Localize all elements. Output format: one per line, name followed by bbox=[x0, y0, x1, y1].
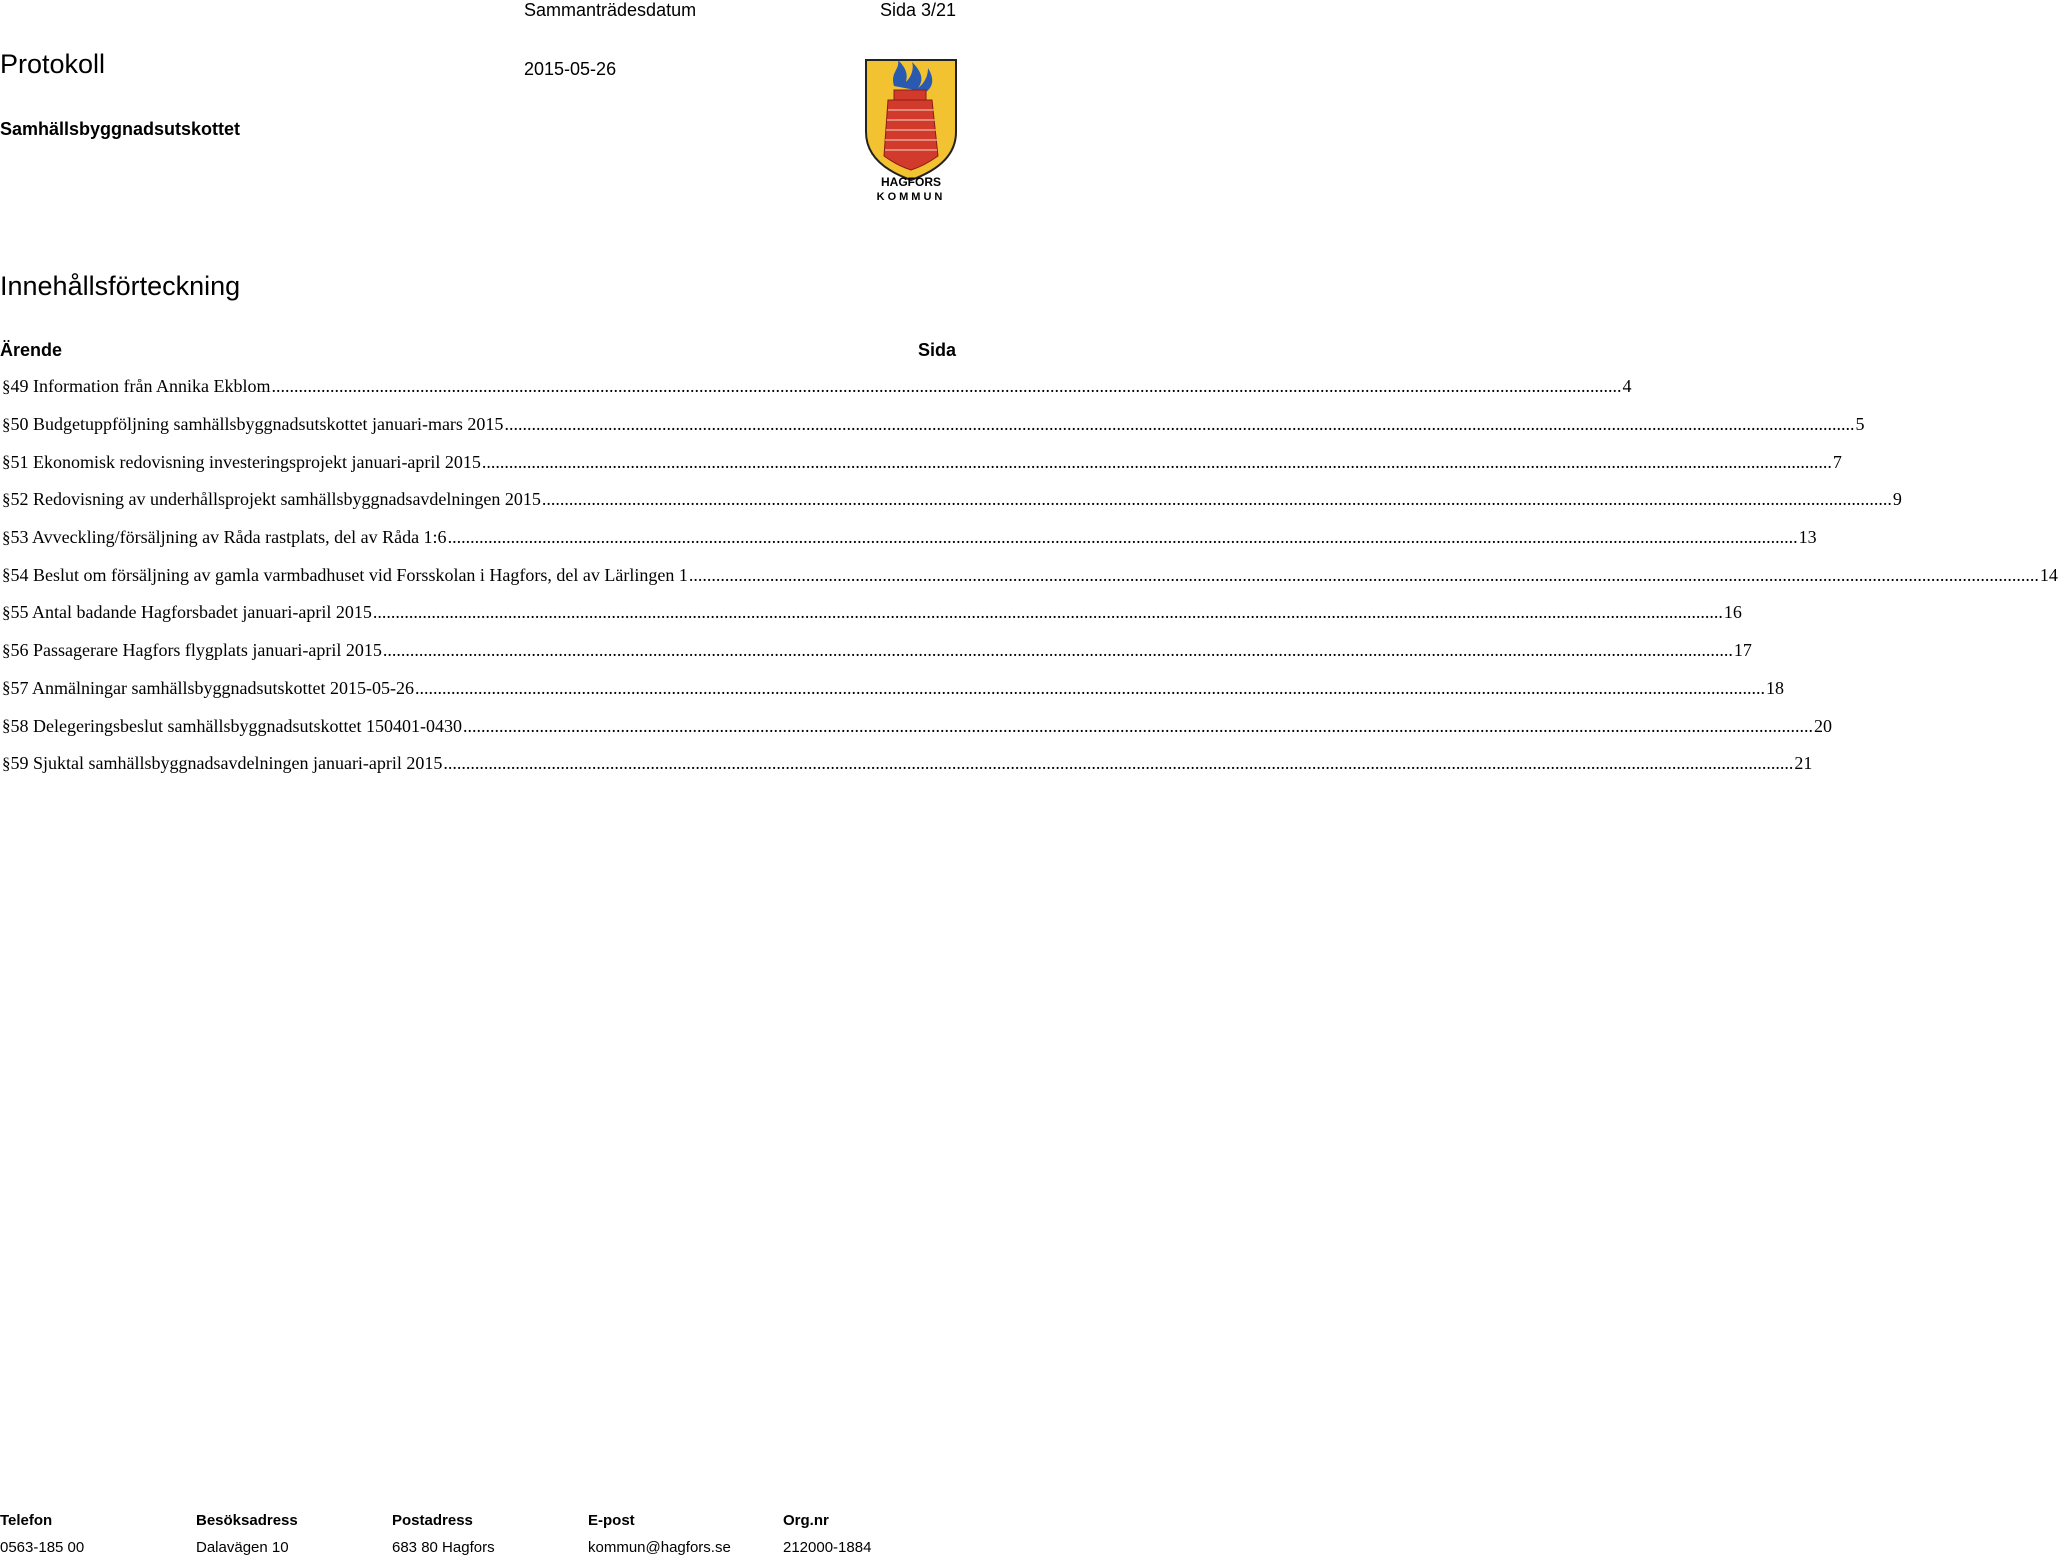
toc-item-58[interactable] bbox=[0, 707, 1832, 745]
toc-column-headers bbox=[0, 340, 956, 364]
section-symbol: § bbox=[2, 527, 11, 547]
toc-item-title: 54 Beslut om försäljning av gamla varmbadhuset vid Forsskolan i Hagfors, del av Lärlingen 1 bbox=[10, 564, 688, 585]
toc-item-page: 21 bbox=[1794, 753, 1813, 774]
section-symbol: § bbox=[2, 376, 11, 396]
dot-leader: ............................................................................................................................................................................................................................................................................................................ bbox=[447, 527, 1798, 548]
dot-leader: ............................................................................................................................................................................................................................................................................................................ bbox=[688, 564, 2039, 585]
section-symbol: § bbox=[2, 489, 11, 509]
toc-item-49[interactable] bbox=[0, 368, 1632, 406]
dot-leader: ............................................................................................................................................................................................................................................................................................................ bbox=[462, 715, 1813, 736]
footer-post-address: 683 80 Hagfors bbox=[392, 1539, 495, 1556]
toc-item-title: 55 Antal badande Hagforsbadet januari-april 2015 bbox=[10, 602, 372, 623]
dot-leader: ............................................................................................................................................................................................................................................................................................................ bbox=[481, 451, 1832, 472]
footer-org-number: 212000-1884 bbox=[783, 1539, 872, 1556]
section-symbol: § bbox=[2, 565, 11, 585]
toc-item-page: 16 bbox=[1723, 602, 1742, 623]
logo-text-hagfors: HAGFORS bbox=[881, 175, 941, 189]
toc-item-59[interactable] bbox=[0, 745, 1813, 783]
dot-leader: ............................................................................................................................................................................................................................................................................................................ bbox=[372, 602, 1723, 623]
logo-text-kommun: KOMMUN bbox=[876, 191, 946, 203]
page-footer bbox=[0, 1512, 960, 1561]
meeting-date: 2015-05-26 bbox=[524, 59, 617, 79]
footer-visit-label: Besöksadress bbox=[196, 1512, 298, 1529]
coat-of-arms-icon bbox=[864, 58, 958, 204]
toc-item-title: 52 Redovisning av underhållsprojekt samhällsbyggnadsavdelningen 2015 bbox=[10, 489, 541, 510]
page-number: Sida 3/21 bbox=[879, 0, 956, 20]
section-symbol: § bbox=[2, 640, 11, 660]
toc-item-51[interactable] bbox=[0, 443, 1842, 481]
section-symbol: § bbox=[2, 753, 11, 773]
toc-item-page: 9 bbox=[1892, 489, 1902, 510]
toc-item-title: 49 Information från Annika Ekblom bbox=[10, 376, 271, 397]
toc-item-title: 51 Ekonomisk redovisning investeringsprojekt januari-april 2015 bbox=[10, 451, 481, 472]
toc-item-page: 18 bbox=[1765, 677, 1784, 698]
toc-item-page: 17 bbox=[1733, 640, 1752, 661]
toc-item-title: 57 Anmälningar samhällsbyggnadsutskottet 2015-05-26 bbox=[10, 677, 414, 698]
toc-item-page: 7 bbox=[1832, 451, 1842, 472]
dot-leader: ............................................................................................................................................................................................................................................................................................................ bbox=[504, 414, 1855, 435]
document-title: Protokoll bbox=[0, 49, 106, 79]
toc-list bbox=[0, 368, 2058, 783]
toc-item-page: 20 bbox=[1813, 715, 1832, 736]
footer-phone-label: Telefon bbox=[0, 1512, 53, 1529]
toc-item-52[interactable] bbox=[0, 481, 1902, 519]
toc-item-page: 4 bbox=[1622, 376, 1632, 397]
section-symbol: § bbox=[2, 452, 11, 472]
toc-item-title: 53 Avveckling/försäljning av Råda rastplats, del av Råda 1:6 bbox=[10, 527, 447, 548]
column-header-case: Ärende bbox=[0, 340, 63, 360]
toc-item-54[interactable] bbox=[0, 556, 2058, 594]
toc-item-56[interactable] bbox=[0, 632, 1752, 670]
dot-leader: ............................................................................................................................................................................................................................................................................................................ bbox=[443, 753, 1794, 774]
section-symbol: § bbox=[2, 414, 11, 434]
committee-name: Samhällsbyggnadsutskottet bbox=[0, 119, 241, 139]
toc-item-title: 58 Delegeringsbeslut samhällsbyggnadsutskottet 150401-0430 bbox=[10, 715, 462, 736]
footer-email-label: E-post bbox=[588, 1512, 635, 1529]
section-symbol: § bbox=[2, 678, 11, 698]
toc-item-page: 5 bbox=[1855, 414, 1865, 435]
toc-item-title: 59 Sjuktal samhällsbyggnadsavdelningen januari-april 2015 bbox=[10, 753, 443, 774]
footer-email[interactable]: kommun@hagfors.se bbox=[588, 1539, 731, 1556]
toc-heading: Innehållsförteckning bbox=[0, 271, 241, 301]
toc-item-title: 56 Passagerare Hagfors flygplats januari-april 2015 bbox=[10, 640, 382, 661]
dot-leader: ............................................................................................................................................................................................................................................................................................................ bbox=[541, 489, 1892, 510]
hagfors-kommun-logo bbox=[864, 58, 958, 204]
footer-post-label: Postadress bbox=[392, 1512, 473, 1529]
toc-item-page: 14 bbox=[2039, 564, 2058, 585]
footer-org-label: Org.nr bbox=[783, 1512, 829, 1529]
footer-phone: 0563-185 00 bbox=[0, 1539, 85, 1556]
toc-item-53[interactable] bbox=[0, 519, 1817, 557]
toc-item-page: 13 bbox=[1798, 527, 1817, 548]
section-symbol: § bbox=[2, 716, 11, 736]
toc-item-50[interactable] bbox=[0, 406, 1865, 444]
toc-item-title: 50 Budgetuppföljning samhällsbyggnadsutskottet januari-mars 2015 bbox=[10, 414, 504, 435]
column-header-page: Sida bbox=[917, 340, 956, 360]
dot-leader: ............................................................................................................................................................................................................................................................................................................ bbox=[271, 376, 1622, 397]
footer-visit-address: Dalavägen 10 bbox=[196, 1539, 289, 1556]
section-symbol: § bbox=[2, 602, 11, 622]
toc-item-57[interactable] bbox=[0, 670, 1784, 708]
toc-item-55[interactable] bbox=[0, 594, 1742, 632]
dot-leader: ............................................................................................................................................................................................................................................................................................................ bbox=[382, 640, 1733, 661]
dot-leader: ............................................................................................................................................................................................................................................................................................................ bbox=[414, 677, 1765, 698]
meeting-date-label: Sammanträdesdatum bbox=[524, 0, 697, 20]
